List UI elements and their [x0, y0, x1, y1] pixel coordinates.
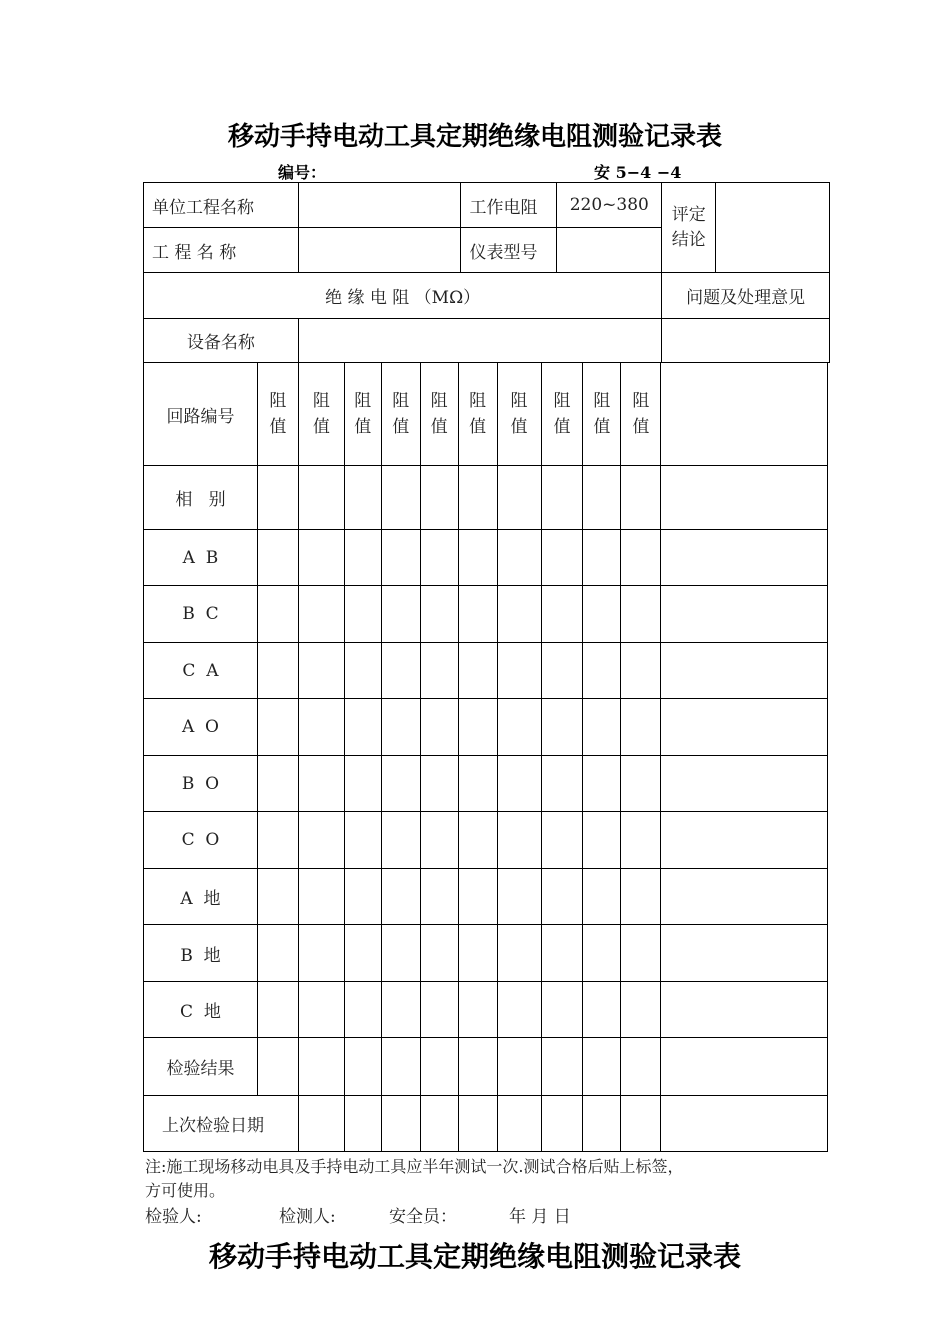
resistance-value-cell[interactable]	[420, 982, 458, 1038]
resistance-value-cell[interactable]	[497, 1096, 541, 1152]
resistance-value-cell[interactable]	[420, 869, 458, 925]
working-resistance-label: 工作电阻	[461, 183, 557, 228]
row-label: B O	[144, 756, 258, 812]
note-line-1: 注:施工现场移动电具及手持电动工具应半年测试一次.测试合格后贴上标签，	[145, 1157, 684, 1176]
resistance-header-top: 阻	[430, 391, 448, 411]
working-resistance-value[interactable]: 220~380	[557, 183, 662, 228]
table-row	[144, 643, 828, 699]
resistance-value-cell[interactable]	[583, 699, 621, 756]
resistance-value-cell[interactable]	[497, 982, 541, 1038]
table-row	[144, 1038, 828, 1096]
resistance-value-cell[interactable]	[458, 530, 497, 586]
resistance-value-cell[interactable]	[344, 756, 381, 812]
resistance-header-bottom: 值	[510, 417, 528, 437]
resistance-header-bottom: 值	[430, 417, 448, 437]
resistance-header-top: 阻	[469, 391, 487, 411]
equipment-name-field[interactable]	[298, 319, 662, 363]
resistance-value-cell[interactable]	[344, 586, 381, 643]
resistance-column-header	[541, 363, 583, 466]
resistance-value-cell[interactable]	[583, 1038, 621, 1096]
evaluation-label-line1: 评定	[671, 204, 706, 225]
resistance-value-cell[interactable]	[344, 643, 381, 699]
resistance-grid	[143, 362, 828, 1152]
resistance-header-top: 阻	[312, 391, 330, 411]
resistance-value-cell[interactable]	[420, 466, 458, 530]
resistance-value-cell[interactable]	[381, 643, 420, 699]
issues-cell[interactable]	[661, 586, 828, 643]
resistance-value-cell[interactable]	[583, 756, 621, 812]
safety-officer-label: 安全员：	[389, 1207, 457, 1227]
resistance-value-cell[interactable]	[497, 756, 541, 812]
resistance-value-cell[interactable]	[458, 812, 497, 869]
resistance-value-cell[interactable]	[344, 925, 381, 982]
resistance-column-header	[621, 363, 661, 466]
resistance-value-cell[interactable]	[621, 869, 661, 925]
resistance-value-cell[interactable]	[298, 586, 344, 643]
row-label: A O	[144, 699, 258, 756]
table-row	[144, 925, 828, 982]
resistance-column-header	[458, 363, 497, 466]
resistance-value-cell[interactable]	[257, 756, 298, 812]
resistance-value-cell[interactable]	[497, 869, 541, 925]
resistance-value-cell[interactable]	[458, 982, 497, 1038]
resistance-value-cell[interactable]	[497, 699, 541, 756]
resistance-value-cell[interactable]	[541, 1038, 583, 1096]
resistance-value-cell[interactable]	[497, 1038, 541, 1096]
resistance-value-cell[interactable]	[583, 466, 621, 530]
resistance-value-cell[interactable]	[541, 982, 583, 1038]
resistance-value-cell[interactable]	[621, 530, 661, 586]
resistance-value-cell[interactable]	[583, 982, 621, 1038]
meter-model-field[interactable]	[557, 228, 662, 273]
resistance-column-header	[381, 363, 420, 466]
resistance-header-top: 阻	[269, 391, 287, 411]
resistance-value-cell[interactable]	[621, 1038, 661, 1096]
table-row	[144, 756, 828, 812]
resistance-value-cell[interactable]	[621, 812, 661, 869]
resistance-header-top: 阻	[553, 391, 571, 411]
resistance-value-cell[interactable]	[381, 756, 420, 812]
circuit-number-label: 回路编号	[144, 363, 258, 466]
resistance-value-cell[interactable]	[381, 1038, 420, 1096]
issues-cell[interactable]	[661, 466, 828, 530]
row-label: C A	[144, 643, 258, 699]
resistance-value-cell[interactable]	[621, 925, 661, 982]
document-title: 移动手持电动工具定期绝缘电阻测验记录表	[227, 122, 722, 152]
issues-label: 问题及处理意见	[662, 273, 830, 319]
resistance-value-cell[interactable]	[257, 812, 298, 869]
issues-cell[interactable]	[661, 643, 828, 699]
resistance-value-cell[interactable]	[257, 530, 298, 586]
date-label: 年 月 日	[509, 1207, 571, 1227]
resistance-value-cell[interactable]	[298, 466, 344, 530]
resistance-value-cell[interactable]	[458, 466, 497, 530]
table-row	[144, 699, 828, 756]
resistance-value-cell[interactable]	[298, 643, 344, 699]
resistance-column-header	[257, 363, 298, 466]
resistance-value-cell[interactable]	[298, 756, 344, 812]
resistance-value-cell[interactable]	[541, 925, 583, 982]
row-label: A B	[144, 530, 258, 586]
resistance-value-cell[interactable]	[621, 466, 661, 530]
resistance-value-cell[interactable]	[541, 699, 583, 756]
resistance-value-cell[interactable]	[541, 869, 583, 925]
resistance-value-cell[interactable]	[458, 586, 497, 643]
resistance-column-header	[497, 363, 541, 466]
resistance-value-cell[interactable]	[583, 925, 621, 982]
resistance-value-cell[interactable]	[420, 643, 458, 699]
resistance-value-cell[interactable]	[497, 466, 541, 530]
resistance-column-header	[583, 363, 621, 466]
resistance-value-cell[interactable]	[621, 643, 661, 699]
resistance-value-cell[interactable]	[344, 812, 381, 869]
resistance-value-cell[interactable]	[458, 1096, 497, 1152]
unit-project-name-field[interactable]	[298, 183, 461, 228]
evaluation-field[interactable]	[716, 183, 830, 273]
resistance-value-cell[interactable]	[583, 869, 621, 925]
resistance-value-cell[interactable]	[381, 869, 420, 925]
issues-cell[interactable]	[661, 756, 828, 812]
unit-project-name-label: 单位工程名称	[144, 183, 299, 228]
resistance-value-cell[interactable]	[257, 586, 298, 643]
resistance-value-cell[interactable]	[497, 530, 541, 586]
resistance-value-cell[interactable]	[458, 925, 497, 982]
resistance-header-top: 阻	[354, 391, 372, 411]
row-label: B 地	[144, 925, 258, 982]
row-label: B C	[144, 586, 258, 643]
resistance-value-cell[interactable]	[257, 982, 298, 1038]
resistance-value-cell[interactable]	[381, 530, 420, 586]
resistance-value-cell[interactable]	[298, 869, 344, 925]
issues-cell[interactable]	[661, 982, 828, 1038]
resistance-value-cell[interactable]	[541, 643, 583, 699]
resistance-value-cell[interactable]	[381, 982, 420, 1038]
resistance-value-cell[interactable]	[621, 982, 661, 1038]
resistance-header-bottom: 值	[553, 417, 571, 437]
issues-field[interactable]	[662, 319, 830, 363]
meter-model-label: 仪表型号	[461, 228, 557, 273]
row-label: A 地	[144, 869, 258, 925]
table-row	[144, 869, 828, 925]
resistance-value-cell[interactable]	[344, 1096, 381, 1152]
resistance-header-bottom: 值	[632, 417, 650, 437]
resistance-value-cell[interactable]	[420, 1038, 458, 1096]
document-title-repeat: 移动手持电动工具定期绝缘电阻测验记录表	[208, 1240, 741, 1273]
equipment-name-label: 设备名称	[144, 319, 299, 363]
resistance-value-cell[interactable]	[541, 756, 583, 812]
resistance-value-cell[interactable]	[541, 812, 583, 869]
table-row	[144, 1096, 828, 1152]
resistance-column-header	[344, 363, 381, 466]
resistance-header-top: 阻	[510, 391, 528, 411]
resistance-value-cell[interactable]	[298, 699, 344, 756]
resistance-value-cell[interactable]	[497, 925, 541, 982]
resistance-value-cell[interactable]	[298, 530, 344, 586]
project-name-label: 工 程 名 称	[144, 228, 299, 273]
resistance-value-cell[interactable]	[497, 586, 541, 643]
resistance-value-cell[interactable]	[621, 1096, 661, 1152]
number-label: 编号：	[278, 163, 327, 182]
resistance-value-cell[interactable]	[298, 925, 344, 982]
resistance-value-cell[interactable]	[344, 466, 381, 530]
resistance-value-cell[interactable]	[420, 756, 458, 812]
row-label: 检验结果	[144, 1038, 258, 1096]
resistance-value-cell[interactable]	[257, 1038, 298, 1096]
issues-cell[interactable]	[661, 869, 828, 925]
row-label: C O	[144, 812, 258, 869]
evaluation-label	[662, 183, 716, 273]
issues-cell[interactable]	[661, 1096, 828, 1152]
resistance-value-cell[interactable]	[298, 1038, 344, 1096]
resistance-value-cell[interactable]	[420, 586, 458, 643]
resistance-value-cell[interactable]	[381, 586, 420, 643]
row-label: 上次检验日期	[144, 1096, 299, 1152]
table-row	[144, 812, 828, 869]
resistance-value-cell[interactable]	[257, 925, 298, 982]
resistance-value-cell[interactable]	[458, 1038, 497, 1096]
resistance-header-top: 阻	[632, 391, 650, 411]
resistance-header-bottom: 值	[269, 417, 287, 437]
resistance-header-bottom: 值	[312, 417, 330, 437]
resistance-value-cell[interactable]	[420, 925, 458, 982]
resistance-value-cell[interactable]	[257, 699, 298, 756]
resistance-value-cell[interactable]	[381, 699, 420, 756]
resistance-header-top: 阻	[593, 391, 611, 411]
issues-cell[interactable]	[661, 1038, 828, 1096]
resistance-value-cell[interactable]	[344, 530, 381, 586]
resistance-value-cell[interactable]	[298, 1096, 344, 1152]
resistance-header-bottom: 值	[354, 417, 372, 437]
resistance-value-cell[interactable]	[541, 586, 583, 643]
table-row	[144, 586, 828, 643]
resistance-value-cell[interactable]	[344, 982, 381, 1038]
resistance-value-cell[interactable]	[257, 643, 298, 699]
insulation-resistance-label: 绝 缘 电 阻 （MΩ）	[144, 273, 662, 319]
form-code: 安 5−4 −4	[594, 163, 682, 182]
resistance-value-cell[interactable]	[381, 1096, 420, 1152]
table-row	[144, 982, 828, 1038]
tester-label: 检测人:	[279, 1207, 336, 1227]
row-label: C 地	[144, 982, 258, 1038]
resistance-value-cell[interactable]	[621, 699, 661, 756]
project-name-field[interactable]	[298, 228, 461, 273]
resistance-value-cell[interactable]	[344, 1038, 381, 1096]
resistance-value-cell[interactable]	[344, 699, 381, 756]
resistance-header-bottom: 值	[593, 417, 611, 437]
resistance-value-cell[interactable]	[458, 643, 497, 699]
resistance-value-cell[interactable]	[257, 466, 298, 530]
issues-cell[interactable]	[661, 530, 828, 586]
resistance-value-cell[interactable]	[497, 812, 541, 869]
resistance-value-cell[interactable]	[298, 812, 344, 869]
resistance-value-cell[interactable]	[381, 812, 420, 869]
row-label: 相 别	[144, 466, 258, 530]
resistance-value-cell[interactable]	[621, 586, 661, 643]
resistance-value-cell[interactable]	[583, 1096, 621, 1152]
resistance-value-cell[interactable]	[583, 586, 621, 643]
resistance-value-cell[interactable]	[381, 925, 420, 982]
issues-column-cell[interactable]	[661, 363, 828, 466]
resistance-value-cell[interactable]	[420, 530, 458, 586]
resistance-value-cell[interactable]	[420, 1096, 458, 1152]
resistance-value-cell[interactable]	[298, 982, 344, 1038]
resistance-value-cell[interactable]	[497, 643, 541, 699]
resistance-value-cell[interactable]	[344, 869, 381, 925]
issues-cell[interactable]	[661, 925, 828, 982]
resistance-value-cell[interactable]	[583, 812, 621, 869]
resistance-value-cell[interactable]	[458, 869, 497, 925]
issues-cell[interactable]	[661, 699, 828, 756]
issues-cell[interactable]	[661, 812, 828, 869]
resistance-value-cell[interactable]	[458, 756, 497, 812]
table-row	[144, 530, 828, 586]
table-row	[144, 466, 828, 530]
resistance-value-cell[interactable]	[583, 530, 621, 586]
resistance-column-header	[298, 363, 344, 466]
resistance-value-cell[interactable]	[458, 699, 497, 756]
header-table	[143, 182, 830, 363]
resistance-value-cell[interactable]	[541, 466, 583, 530]
resistance-value-cell[interactable]	[541, 1096, 583, 1152]
resistance-value-cell[interactable]	[257, 869, 298, 925]
inspector-label: 检验人:	[145, 1207, 202, 1227]
resistance-value-cell[interactable]	[420, 699, 458, 756]
resistance-column-header	[420, 363, 458, 466]
evaluation-label-line2: 结论	[671, 229, 706, 250]
resistance-value-cell[interactable]	[381, 466, 420, 530]
resistance-value-cell[interactable]	[621, 756, 661, 812]
resistance-header-top: 阻	[392, 391, 410, 411]
note-line-2: 方可使用。	[145, 1181, 226, 1200]
resistance-value-cell[interactable]	[420, 812, 458, 869]
resistance-value-cell[interactable]	[541, 530, 583, 586]
resistance-header-bottom: 值	[469, 417, 487, 437]
resistance-header-bottom: 值	[392, 417, 410, 437]
resistance-value-cell[interactable]	[583, 643, 621, 699]
